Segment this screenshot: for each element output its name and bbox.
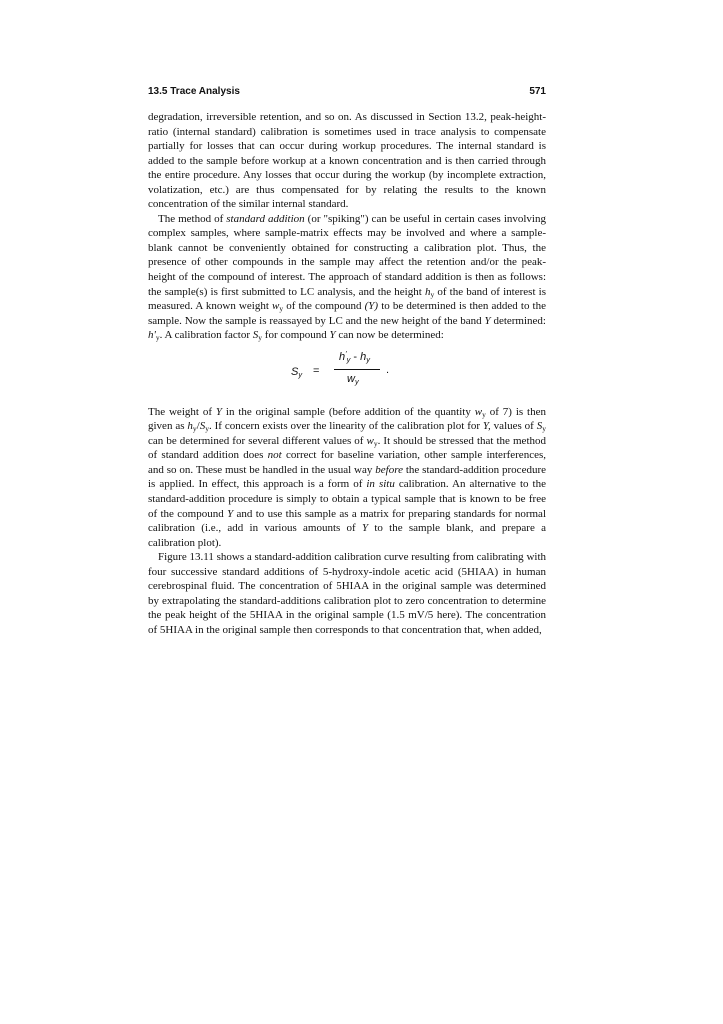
equation-denominator: $w_y$ bbox=[347, 372, 359, 386]
equation-lhs: $S_y$ bbox=[291, 365, 303, 379]
paragraph-weight-of-y: The weight of Y in the original sample (before addition of the quantity $w_y$ of 7) is then given as $h_y/S_y$. If concern exists over the linearity of the calibration plot for Y, values of $S_y$ can be determined for several different values of $w_y$. It should be stressed that the method of standard addition does not correct for baseline variation, other sample interferences, and so on. These must be handled in the usual way before the standard-addition procedure is applied. In effect, this approach is a form of in situ calibration. An alternative to the standard-addition procedure is simply to obtain a typical sample that is known to be free of the compound Y and to use this sample as a matrix for preparing standards for normal calibration (i.e., add in various amounts of Y to the sample blank, and prepare a calibration plot). bbox=[148, 405, 546, 549]
book-page bbox=[148, 86, 546, 638]
running-header bbox=[148, 86, 546, 100]
equation-period: . bbox=[386, 363, 390, 376]
calibration-factor-equation bbox=[148, 349, 546, 401]
page-number: 571 bbox=[529, 86, 546, 97]
paragraph-internal-standard: degradation, irreversible retention, and so on. As discussed in Section 13.2, peak-height-ratio (internal standard) calibration is sometimes used in trace analysis to compensate partially for losses that can occur during workup procedures. The internal standard is added to the sample before workup at a known concentration and is then carried through the entire procedure. Any losses that occur during the workup (by incomplete extraction, volatization, etc.) are thus compensated for by relating the results to the known concentration of the similar internal standard. bbox=[148, 111, 546, 211]
equation-equals-sign: = bbox=[313, 364, 320, 377]
paragraph-standard-addition: The method of standard addition (or "spiking") can be useful in certain cases involving complex samples, where sample-matrix effects may be involved and where a sample-blank cannot be conveniently obtained for constructing a calibration plot. Thus, the presence of other compounds in the sample may affect the retention and/or the peak-height of the compound of interest. The approach of standard addition is then as follows: the sample(s) is first submitted to LC analysis, and the height $h_y$ of the band of interest is measured. A known weight $w_y$ of the compound (Y) to be determined is then added to the sample. Now the sample is reassayed by LC and the new height of the band Y determined: $h'_y$. A calibration factor $S_y$ for compound Y can now be determined: bbox=[148, 212, 546, 343]
section-title: 13.5 Trace Analysis bbox=[148, 86, 240, 97]
fraction-bar bbox=[334, 369, 380, 370]
equation-numerator: $h'_y - h_y$ bbox=[339, 348, 370, 364]
paragraph-figure-13-11: Figure 13.11 shows a standard-addition calibration curve resulting from calibrating with four successive standard additions of 5-hydroxy-indole acetic acid (5HIAA) in human cerebrospinal fluid. The concentration of 5HIAA in the original sample was determined by extrapolating the standard-additions calibration plot to zero concentration to determine the peak height of the 5HIAA in the original sample (1.5 mV/5 here). The concentration of 5HIAA in the original sample then corresponds to that concentration that, when added, bbox=[148, 551, 546, 636]
